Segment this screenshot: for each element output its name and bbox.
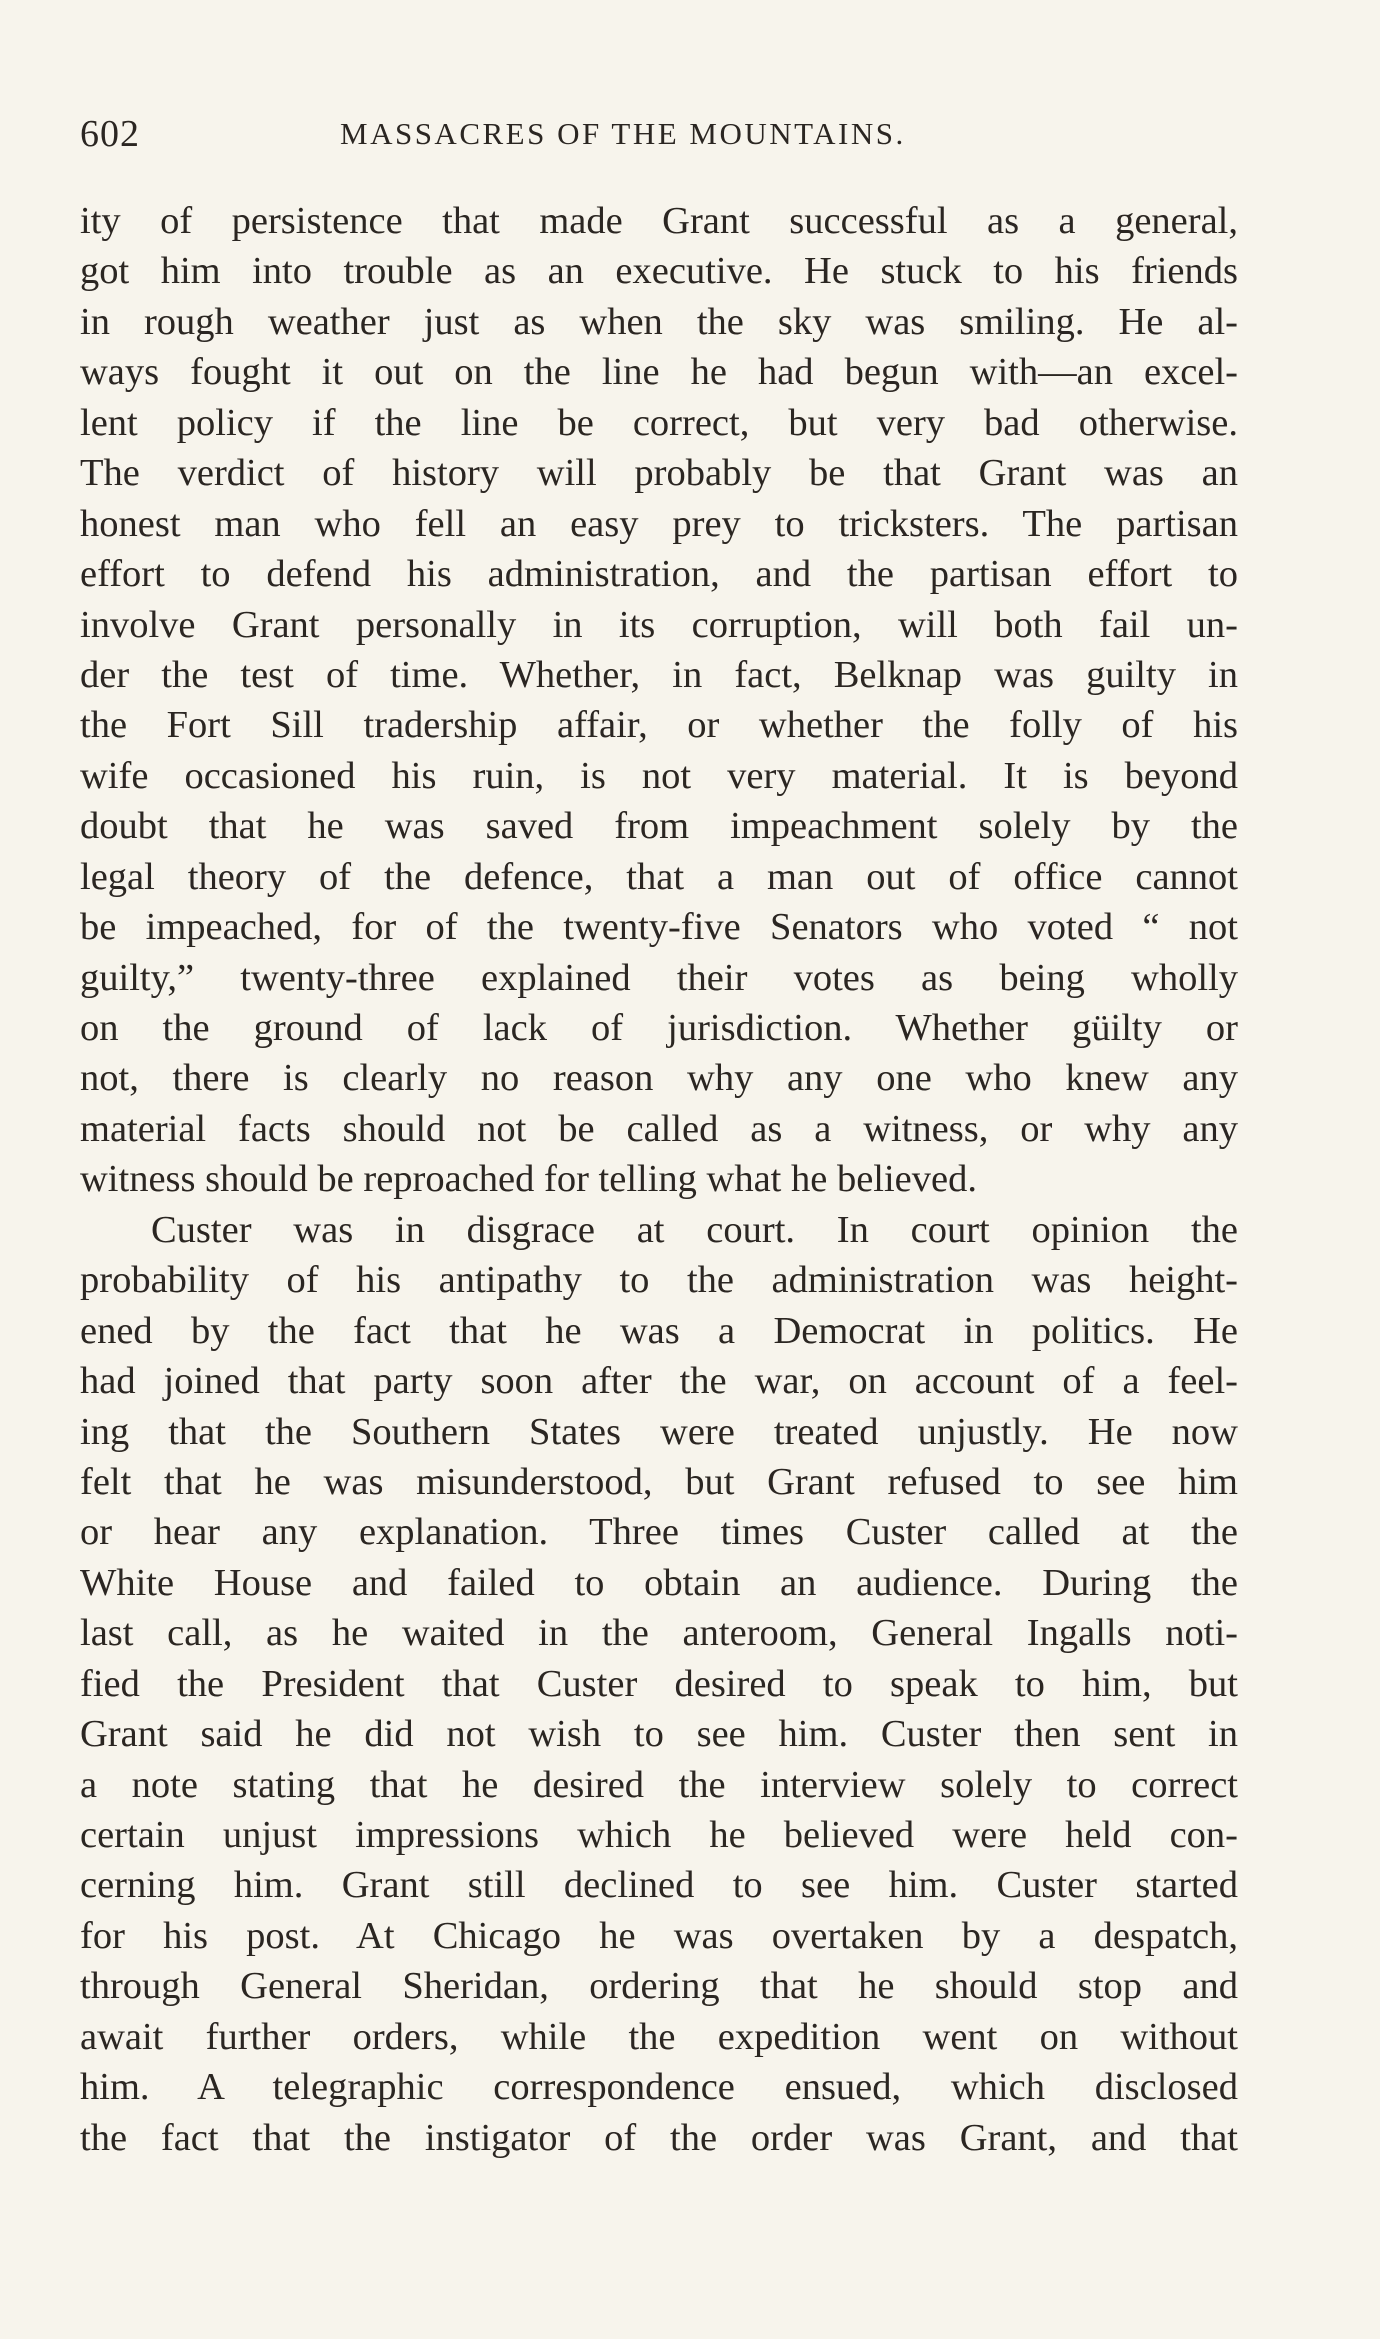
text-line: effort to defend his administration, and the partisan effort to xyxy=(80,553,1238,596)
text-line: the Fort Sill tradership affair, or whether the folly of his xyxy=(80,704,1238,747)
text-line: last call, as he waited in the anteroom, General Ingalls noti- xyxy=(80,1612,1238,1655)
text-line: der the test of time. Whether, in fact, Belknap was guilty in xyxy=(80,653,1238,696)
text-line: witness should be reproached for telling what he believed. xyxy=(80,1158,977,1201)
text-line: through General Sheridan, ordering that he should stop and xyxy=(80,1965,1238,2008)
text-line: ity of persistence that made Grant successful as a general, xyxy=(80,200,1238,242)
text-line: fied the President that Custer desired to speak to him, but xyxy=(80,1662,1238,1705)
text-line: The verdict of history will probably be that Grant was an xyxy=(80,452,1238,495)
running-head: MASSACRES OF THE MOUNTAINS. xyxy=(340,116,906,151)
text-line: await further orders, while the expedition went on without xyxy=(80,2015,1238,2058)
text-line: got him into trouble as an executive. He stuck to his friends xyxy=(80,250,1238,293)
text-line: Grant said he did not wish to see him. Custer then sent in xyxy=(80,1713,1238,1756)
text-line: ened by the fact that he was a Democrat in politics. He xyxy=(80,1309,1238,1352)
text-line: or hear any explanation. Three times Custer called at the xyxy=(80,1511,1238,1554)
text-line: probability of his antipathy to the administration was height- xyxy=(80,1259,1238,1302)
text-line: legal theory of the defence, that a man out of office cannot xyxy=(80,855,1238,898)
text-line: honest man who fell an easy prey to tricksters. The partisan xyxy=(80,502,1238,545)
text-line: for his post. At Chicago he was overtaken by a despatch, xyxy=(80,1914,1238,1957)
text-line: Custer was in disgrace at court. In court opinion the xyxy=(151,1208,1238,1251)
text-line: ways fought it out on the line he had begun with—an excel- xyxy=(80,351,1238,394)
text-line: had joined that party soon after the war, on account of a feel- xyxy=(80,1360,1238,1403)
text-line: the fact that the instigator of the order was Grant, and that xyxy=(80,2116,1238,2159)
text-line: ing that the Southern States were treated unjustly. He now xyxy=(80,1410,1238,1453)
text-line: White House and failed to obtain an audience. During the xyxy=(80,1561,1238,1604)
text-line: doubt that he was saved from impeachment solely by the xyxy=(80,805,1238,848)
page-header xyxy=(0,112,1380,162)
text-line: cerning him. Grant still declined to see him. Custer started xyxy=(80,1864,1238,1907)
text-line: lent policy if the line be correct, but very bad otherwise. xyxy=(80,401,1238,444)
text-line: on the ground of lack of jurisdiction. Whether güilty or xyxy=(80,1007,1238,1049)
text-line: guilty,” twenty-three explained their votes as being wholly xyxy=(80,956,1238,999)
text-line: not, there is clearly no reason why any one who knew any xyxy=(80,1057,1238,1100)
body-text xyxy=(80,196,1238,2163)
text-line: him. A telegraphic correspondence ensued, which disclosed xyxy=(80,2066,1238,2109)
text-line: be impeached, for of the twenty-five Senators who voted “ not xyxy=(80,906,1238,949)
page-number: 602 xyxy=(80,113,140,155)
text-line: wife occasioned his ruin, is not very material. It is beyond xyxy=(80,754,1238,797)
text-line: a note stating that he desired the interview solely to correct xyxy=(80,1763,1238,1806)
text-line: certain unjust impressions which he believed were held con- xyxy=(80,1814,1238,1856)
text-line: in rough weather just as when the sky was smiling. He al- xyxy=(80,300,1238,343)
text-line: felt that he was misunderstood, but Grant refused to see him xyxy=(80,1460,1238,1503)
text-line: involve Grant personally in its corruption, will both fail un- xyxy=(80,603,1238,646)
text-line: material facts should not be called as a witness, or why any xyxy=(80,1107,1238,1150)
